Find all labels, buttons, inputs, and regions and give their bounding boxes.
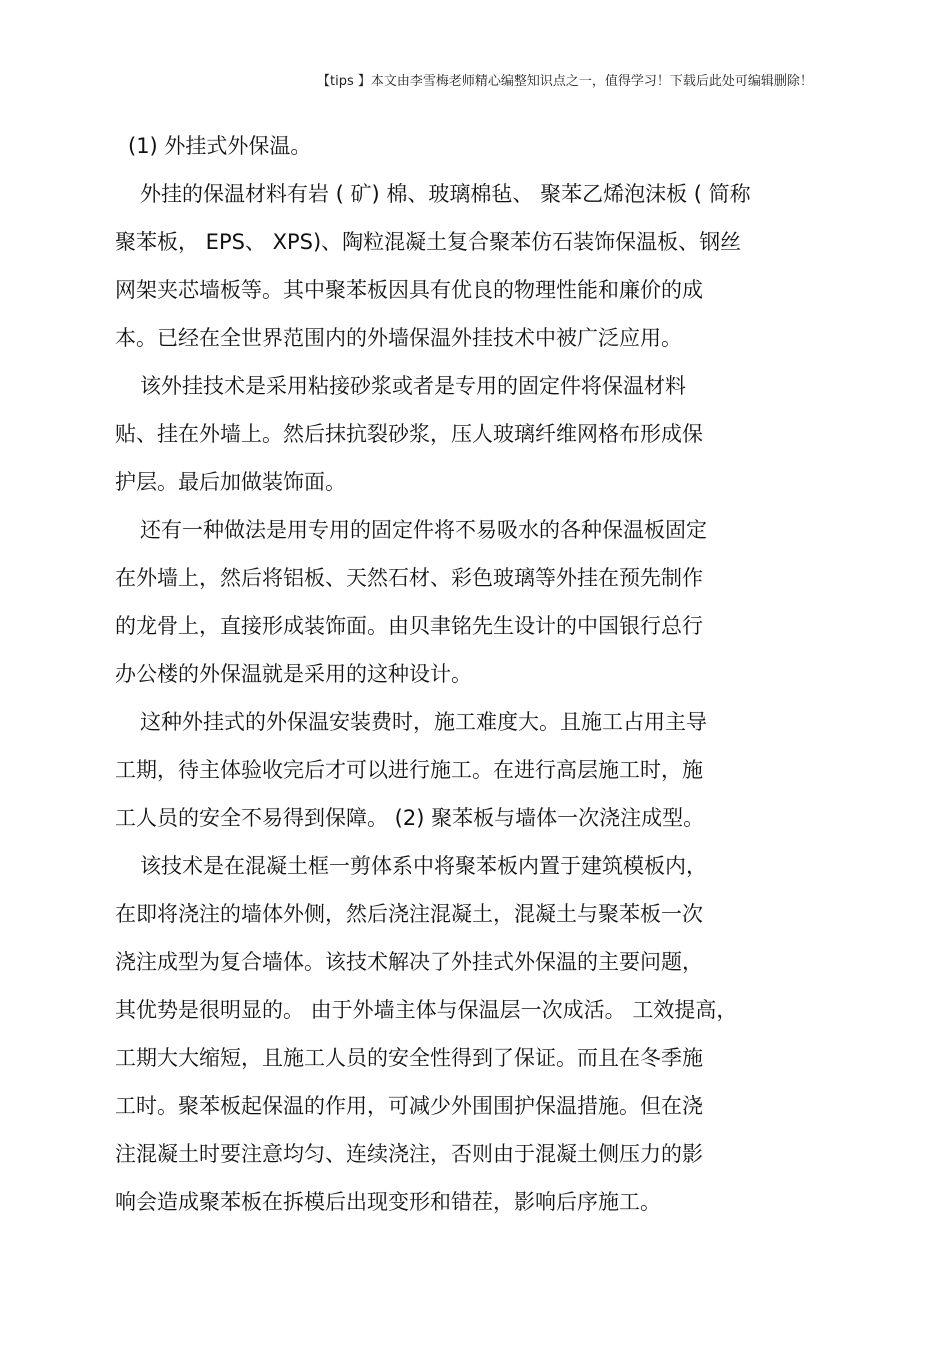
paragraph-line: 聚苯板， EPS、 XPS)、陶粒混凝土复合聚苯仿石装饰保温板、钢丝 bbox=[115, 230, 742, 254]
paragraph-line: 该技术是在混凝土框一剪体系中将聚苯板内置于建筑模板内， bbox=[140, 854, 707, 878]
paragraph-line: 网架夹芯墙板等。其中聚苯板因具有优良的物理性能和廉价的成 bbox=[115, 278, 703, 302]
paragraph-line: 工期，待主体验收完后才可以进行施工。在进行高层施工时，施 bbox=[115, 758, 703, 782]
paragraph-line: 本。已经在全世界范围内的外墙保温外挂技术中被广泛应用。 bbox=[115, 326, 682, 350]
paragraph-line: 浇注成型为复合墙体。该技术解决了外挂式外保温的主要问题， bbox=[115, 950, 703, 974]
header-note: 【tips 】本文由李雪梅老师精心编整知识点之一，值得学习！下载后此处可编辑删除！ bbox=[317, 74, 813, 89]
paragraph-line: 其优势是很明显的。 由于外墙主体与保温层一次成活。 工效提高， bbox=[115, 998, 738, 1022]
paragraph-line: 还有一种做法是用专用的固定件将不易吸水的各种保温板固定 bbox=[140, 518, 707, 542]
paragraph-line: 工人员的安全不易得到保障。 (2) 聚苯板与墙体一次浇注成型。 bbox=[115, 806, 705, 830]
section-heading-1: (1) 外挂式外保温。 bbox=[128, 134, 312, 158]
paragraph-line: 注混凝土时要注意均匀、连续浇注，否则由于混凝土侧压力的影 bbox=[115, 1142, 703, 1166]
paragraph-line: 的龙骨上，直接形成装饰面。由贝聿铭先生设计的中国银行总行 bbox=[115, 614, 703, 638]
paragraph-line: 这种外挂式的外保温安装费时，施工难度大。且施工占用主导 bbox=[140, 710, 707, 734]
paragraph-line: 外挂的保温材料有岩 ( 矿) 棉、玻璃棉毡、 聚苯乙烯泡沫板 ( 简称 bbox=[140, 182, 751, 206]
paragraph-line: 在外墙上，然后将铝板、天然石材、彩色玻璃等外挂在预先制作 bbox=[115, 566, 703, 590]
paragraph-line: 办公楼的外保温就是采用的这种设计。 bbox=[115, 662, 472, 686]
paragraph-line: 贴、挂在外墙上。然后抹抗裂砂浆，压人玻璃纤维网格布形成保 bbox=[115, 422, 703, 446]
paragraph-line: 工时。聚苯板起保温的作用，可减少外围围护保温措施。但在浇 bbox=[115, 1094, 703, 1118]
paragraph-line: 工期大大缩短，且施工人员的安全性得到了保证。而且在冬季施 bbox=[115, 1046, 703, 1070]
paragraph-line: 该外挂技术是采用粘接砂浆或者是专用的固定件将保温材料 bbox=[140, 374, 686, 398]
paragraph-line: 响会造成聚苯板在拆模后出现变形和错茬，影响后序施工。 bbox=[115, 1190, 661, 1214]
paragraph-line: 护层。最后加做装饰面。 bbox=[115, 470, 346, 494]
paragraph-line: 在即将浇注的墙体外侧，然后浇注混凝土，混凝土与聚苯板一次 bbox=[115, 902, 703, 926]
